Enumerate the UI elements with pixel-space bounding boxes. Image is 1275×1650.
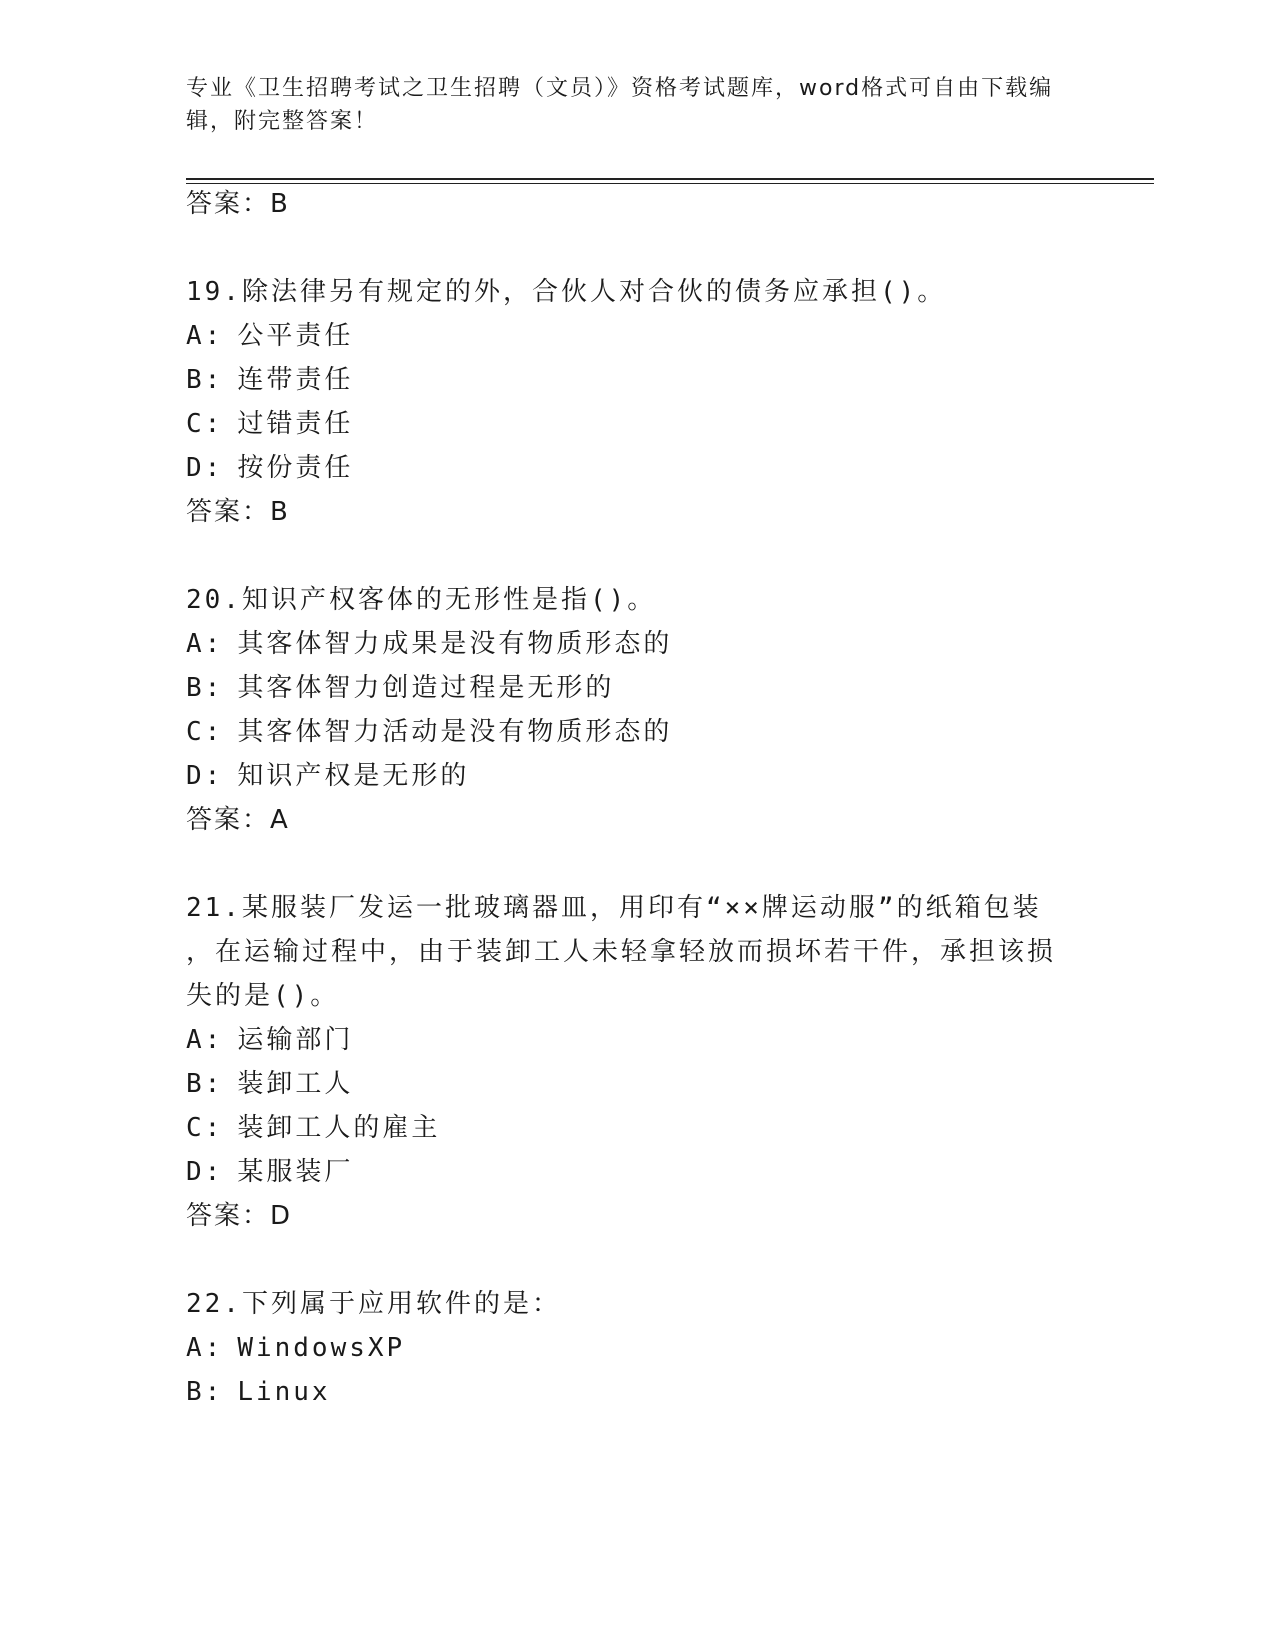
option-a: A: 其客体智力成果是没有物质形态的 — [186, 629, 673, 659]
option-c: C: 装卸工人的雇主 — [186, 1113, 441, 1143]
option-d: D: 按份责任 — [186, 453, 354, 483]
question-stem: 21.某服装厂发运一批玻璃器皿，用印有“××牌运动服”的纸箱包装 — [186, 893, 1042, 923]
option-d: D: 某服装厂 — [186, 1157, 354, 1187]
option-c: C: 过错责任 — [186, 409, 354, 439]
document-header: 专业《卫生招聘考试之卫生招聘（文员）》资格考试题库，word格式可自由下载编辑，附完整答案！ — [186, 76, 1054, 134]
answer-line: 答案：A — [186, 805, 290, 835]
question-stem: 22.下列属于应用软件的是： — [186, 1289, 561, 1319]
option-b: B: 连带责任 — [186, 365, 354, 395]
answer-line: 答案：B — [186, 189, 290, 219]
question-stem: 20.知识产权客体的无形性是指()。 — [186, 585, 657, 615]
question-stem-cont: ，在运输过程中，由于装卸工人未轻拿轻放而损坏若干件，承担该损 — [186, 937, 1057, 967]
header-rule-thin — [186, 183, 1154, 184]
option-a: A: 运输部门 — [186, 1025, 354, 1055]
option-b: B: Linux — [186, 1377, 331, 1407]
question-stem-cont: 失的是()。 — [186, 981, 340, 1011]
answer-line: 答案：B — [186, 497, 290, 527]
option-d: D: 知识产权是无形的 — [186, 761, 470, 791]
option-b: B: 装卸工人 — [186, 1069, 354, 1099]
option-a: A: 公平责任 — [186, 321, 354, 351]
answer-line: 答案：D — [186, 1201, 293, 1231]
option-c: C: 其客体智力活动是没有物质形态的 — [186, 717, 673, 747]
question-stem: 19.除法律另有规定的外，合伙人对合伙的债务应承担()。 — [186, 277, 947, 307]
option-a: A: WindowsXP — [186, 1333, 406, 1363]
header-rule-thick — [186, 178, 1154, 180]
option-b: B: 其客体智力创造过程是无形的 — [186, 673, 615, 703]
